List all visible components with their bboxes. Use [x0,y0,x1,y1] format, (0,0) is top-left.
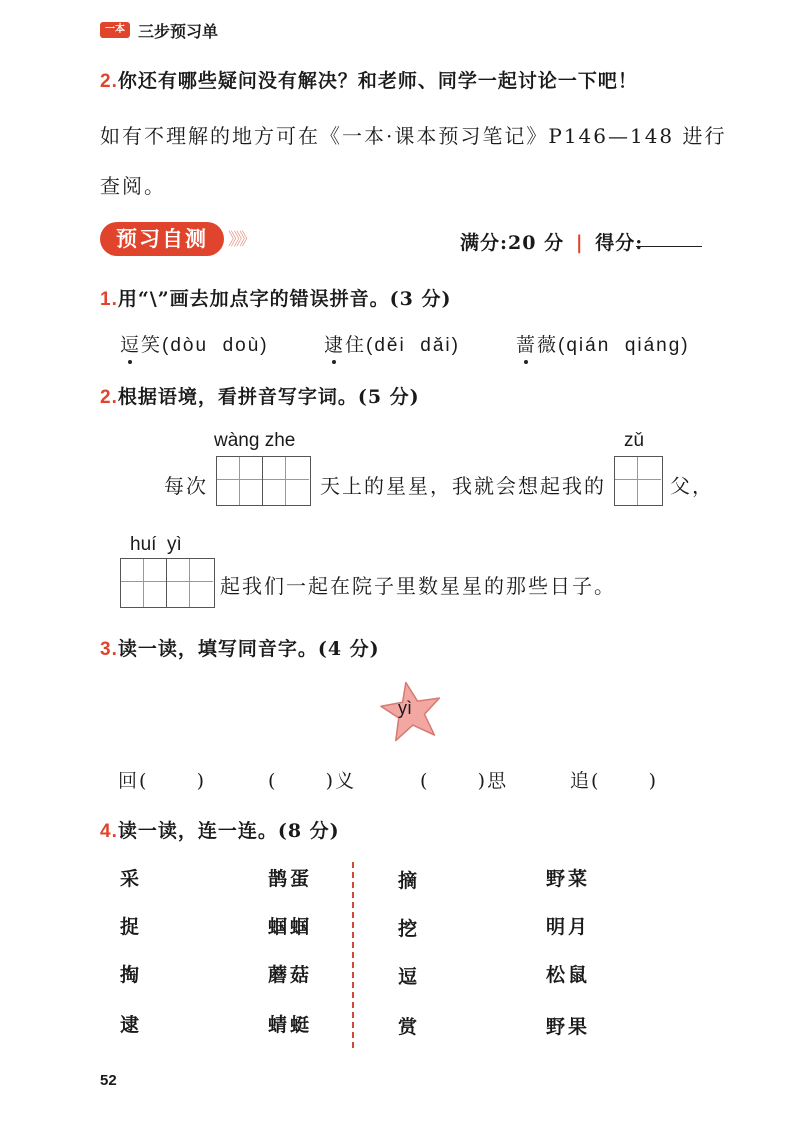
q3-item-4[interactable]: 追( ) [570,770,659,792]
match-verb[interactable]: 逗 [398,966,421,988]
match-noun[interactable]: 野菜 [546,868,591,890]
match-noun[interactable]: 蝈蝈 [268,916,313,938]
note-line-1: 如有不理解的地方可在《一本·课本预习笔记》P146—148 进行 [100,124,727,148]
answer-grid-wangzhe[interactable] [216,456,311,506]
match-noun[interactable]: 蘑菇 [268,964,313,986]
q2-seg-2: 天上的星星，我就会想起我的 [320,474,606,498]
q1-text: 用“\”画去加点字的错误拼音。(3 分) [117,288,452,310]
score-separator: | [575,232,584,254]
q3-prompt [100,634,380,661]
q1-item-3-options: (qián qiáng) [558,335,690,356]
emphasis-dot [524,360,528,364]
q1-item-3-word: 蔷薇 [516,334,559,356]
star-pinyin: yì [398,698,413,718]
q2-number: 2. [100,387,118,408]
q1-item-2-word: 逮住 [324,334,367,356]
match-noun[interactable]: 野果 [546,1016,591,1038]
brand-badge: 一本 [100,22,130,38]
q3-number: 3. [100,639,118,660]
note-line-2: 查阅。 [100,174,166,198]
q1-item-3 [516,330,690,357]
q4-number: 4. [100,821,118,842]
q3-text: 读一读，填写同音字。(4 分) [117,638,380,660]
answer-grid-huiyi[interactable] [120,558,215,608]
q1-item-2-options: (děi dǎi) [366,335,460,356]
match-verb[interactable]: 赏 [398,1016,421,1038]
q2-seg-3: 父， [670,474,714,498]
q2-pinyin-3: huí yì [130,534,182,555]
q1-item-1-options: (dòu doù) [162,335,269,356]
match-verb[interactable]: 逮 [120,1014,143,1036]
grid-cell[interactable] [121,559,167,607]
section-banner: 预习自测 [100,222,224,256]
grid-cell[interactable] [615,457,661,505]
q1-prompt [100,284,451,311]
grid-cell[interactable] [167,559,213,607]
answer-grid-zu[interactable] [614,456,663,506]
match-noun[interactable]: 明月 [546,916,591,938]
star-icon [380,680,444,744]
q4-text: 读一读，连一连。(8 分) [117,820,340,842]
match-verb[interactable]: 掏 [120,964,143,986]
score-blank[interactable] [636,246,702,247]
match-noun[interactable]: 蜻蜓 [268,1014,313,1036]
header-title: 三步预习单 [138,22,219,41]
divider-line [352,862,354,1048]
score-area [460,228,643,255]
q1-item-1 [120,330,269,357]
q2-prompt [100,382,420,409]
q1-item-2 [324,330,460,357]
match-verb[interactable]: 采 [120,868,143,890]
q3-item-3[interactable]: ( )思 [420,770,509,792]
emphasis-dot [128,360,132,364]
q3-item-1[interactable]: 回( ) [118,770,207,792]
match-verb[interactable]: 挖 [398,918,421,940]
match-verb[interactable]: 摘 [398,870,421,892]
q2-pinyin-2: zǔ [624,430,645,451]
emphasis-dot [332,360,336,364]
page-number: 52 [100,1072,117,1089]
q1-number: 1. [100,289,118,310]
grid-cell[interactable] [217,457,263,505]
q2-pinyin-1: wàng zhe [214,430,296,451]
q2-seg-1: 每次 [164,474,208,498]
q2-text: 根据语境，看拼音写字词。(5 分) [117,386,420,408]
intro-question [100,66,638,93]
intro-question-text: 你还有哪些疑问没有解决？和老师、同学一起讨论一下吧！ [117,70,638,92]
intro-question-number: 2. [100,71,118,92]
q2-seg-4: 起我们一起在院子里数星星的那些日子。 [220,574,616,598]
q3-item-2[interactable]: ( )义 [268,770,357,792]
banner-arrows-icon: 》》》 [228,230,253,250]
q1-item-1-word: 逗笑 [120,334,163,356]
earned-score-label: 得分: [595,232,644,254]
grid-cell[interactable] [263,457,309,505]
full-score-label: 满分:20 分 [460,232,565,254]
match-noun[interactable]: 松鼠 [546,964,591,986]
match-verb[interactable]: 捉 [120,916,143,938]
match-noun[interactable]: 鹊蛋 [268,868,313,890]
q4-prompt [100,816,340,843]
